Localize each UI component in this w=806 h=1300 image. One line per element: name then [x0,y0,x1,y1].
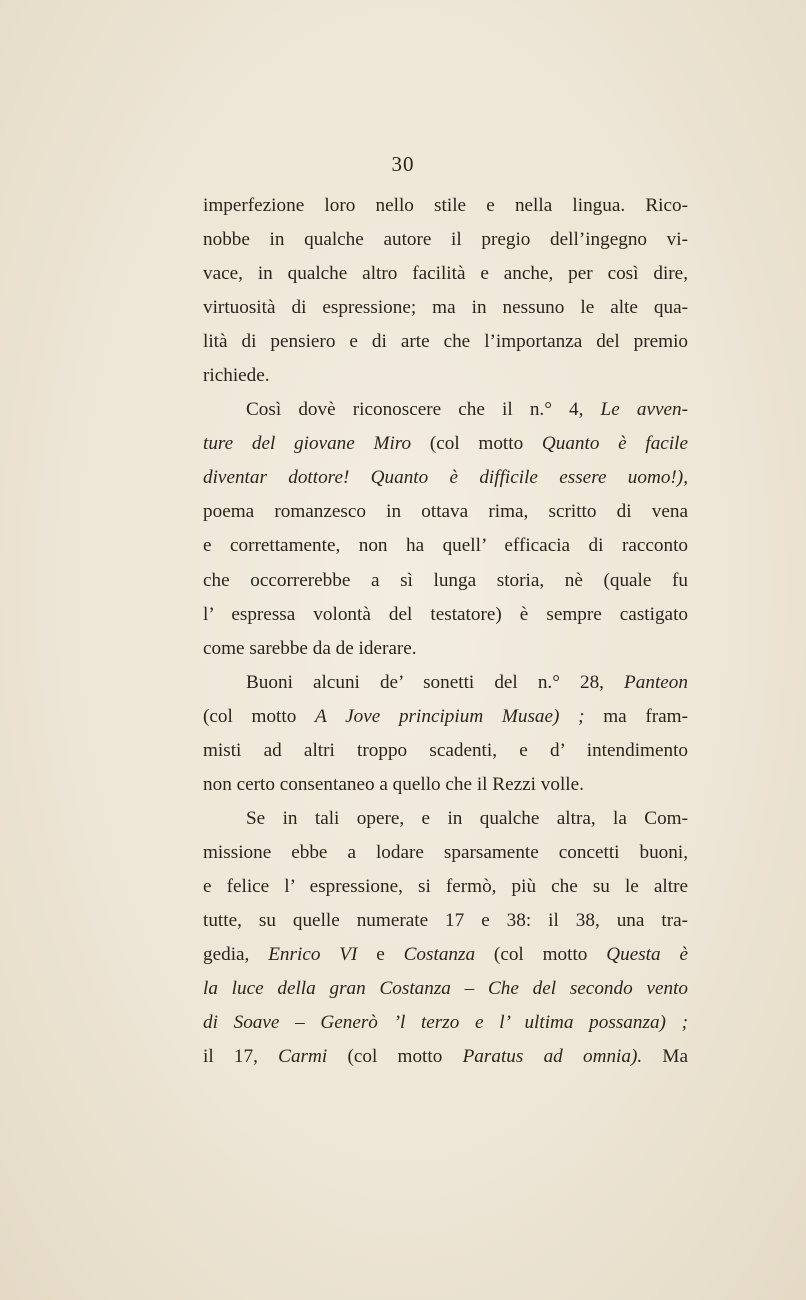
text-line [203,359,688,393]
italic-text: ture del giovane Miro [203,433,412,455]
text-line [203,904,688,938]
text-line [203,972,688,1006]
text-run: nobbe in qualche autore il pregio dell’ingegno vi- [203,229,688,251]
text-run: poema romanzesco in ottava rima, scritto di vena [203,501,688,523]
text-line [203,427,688,461]
italic-text: di Soave – Generò ’l terzo e l’ ultima possanza) ; [203,1012,688,1034]
text-line [203,700,688,734]
text-line [203,461,688,495]
text-run: imperfezione loro nello stile e nella lingua. Rico- [203,195,688,216]
text-line [203,802,688,836]
text-run: Buoni alcuni de’ sonetti del n.° 28, [246,671,625,693]
text-run: il 17, [203,1046,279,1068]
text-line [203,189,688,223]
text-run: lità di pensiero e di arte che l’importanza del premio [203,331,688,353]
italic-text: A Jove principium Musae) ; [315,705,585,727]
text-run: misti ad altri troppo scadenti, e d’ intendimento [203,739,688,761]
italic-text: Paratus ad omnia). [462,1046,643,1068]
text-run: ma fram- [584,705,688,727]
text-line [203,1040,688,1074]
text-run: tutte, su quelle numerate 17 e 38: il 38, una tra- [203,909,688,931]
text-run: virtuosità di espressione; ma in nessuno le alte qua- [203,297,688,319]
italic-text: Questa è [606,944,688,966]
text-run: e correttamente, non ha quell’ efficacia di racconto [203,535,688,557]
text-line [203,1006,688,1040]
text-line [203,938,688,972]
text-line [203,393,688,427]
text-run: (col motto [327,1046,463,1068]
text-line [203,291,688,325]
italic-text: Costanza [403,944,476,966]
page-number: 30 [391,152,415,176]
text-line [203,325,688,359]
text-run: che occorrerebbe a sì lunga storia, nè (quale fu [203,569,688,591]
text-run: l’ espressa volontà del testatore) è sempre castigato [203,603,688,625]
text-line [203,870,688,904]
text-run: come sarebbe da de iderare. [203,637,417,659]
text-run: (col motto [203,705,316,727]
text-run: (col motto [411,433,542,455]
text-run: richiede. [203,365,270,387]
text-line [203,598,688,632]
italic-text: Panteon [624,671,688,693]
italic-text: diventar dottore! Quanto è difficile essere uomo!), [203,467,688,489]
italic-text: la luce della gran Costanza – Che del secondo vento [203,978,688,1000]
text-line [203,666,688,700]
text-line [203,257,688,291]
italic-text: Le avven- [600,399,688,421]
text-run: Se in tali opere, e in qualche altra, la Com- [246,807,688,829]
italic-text: Quanto è facile [541,433,688,455]
text-line [203,734,688,768]
text-run: Ma [642,1046,688,1068]
italic-text: Carmi [278,1046,328,1068]
text-line [203,564,688,598]
text-line [203,529,688,563]
text-run: non certo consentaneo a quello che il Rezzi volle. [203,773,584,795]
body-text [203,189,688,1074]
text-line [203,632,688,666]
text-line [203,495,688,529]
text-run: gedia, [203,944,269,966]
text-run: e felice l’ espressione, si fermò, più che su le altre [203,875,688,897]
text-run: vace, in qualche altro facilità e anche, per così dire, [203,263,688,285]
text-line [203,223,688,257]
text-run: missione ebbe a lodare sparsamente concetti buoni, [203,841,688,863]
text-run: e [357,944,404,966]
text-run: (col motto [475,944,607,966]
text-line [203,768,688,802]
italic-text: Enrico VI [268,944,358,966]
text-line [203,836,688,870]
text-run: Così dovè riconoscere che il n.° 4, [246,399,601,421]
